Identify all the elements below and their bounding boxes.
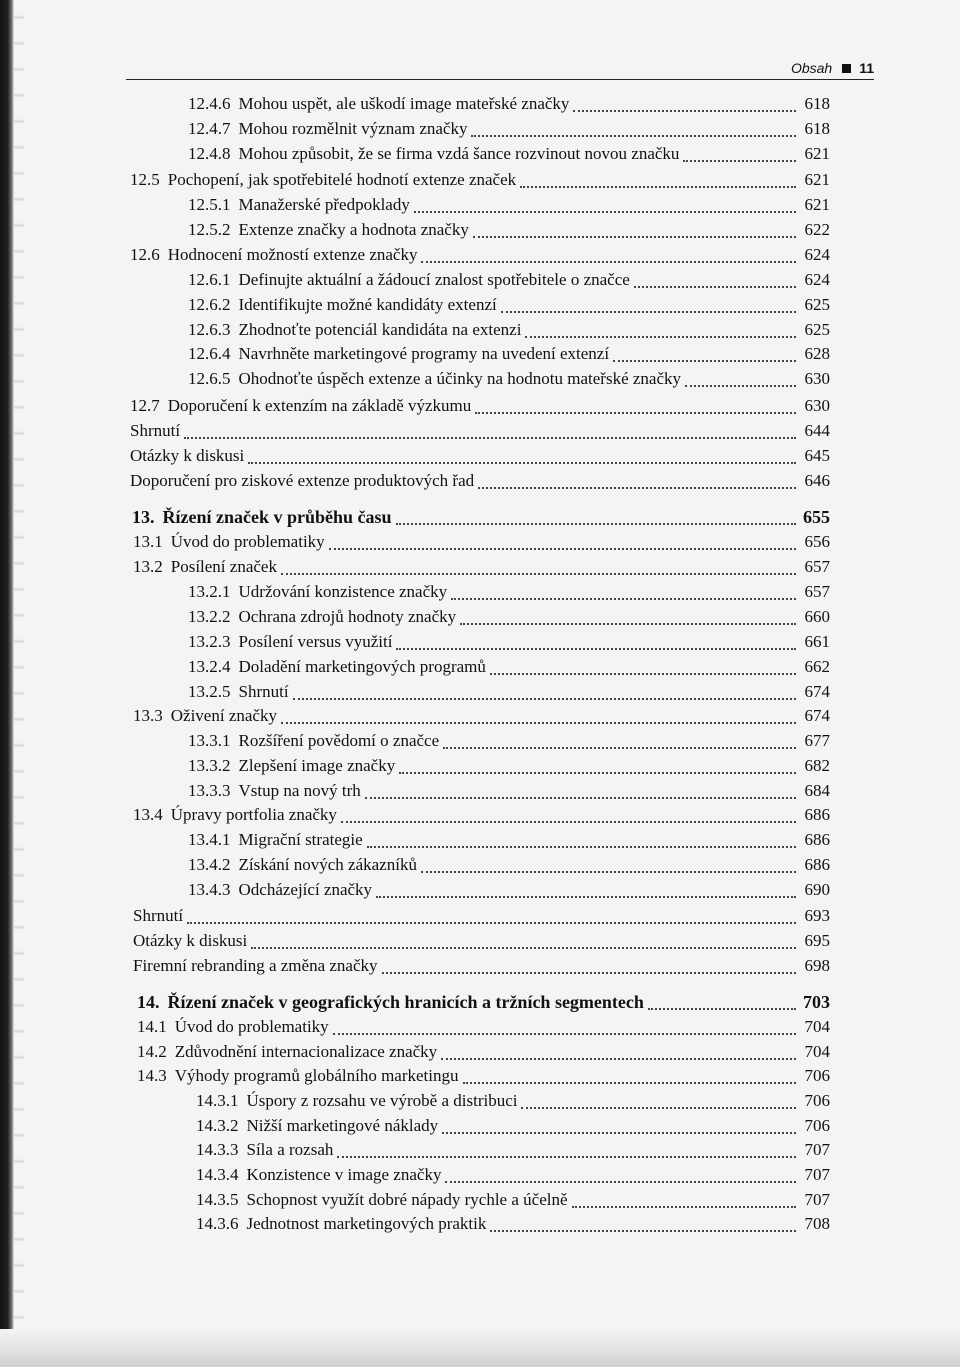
toc-entry-title: Úspory z rozsahu ve výrobě a distribuci bbox=[246, 1091, 518, 1110]
toc-entry-row bbox=[188, 218, 830, 242]
toc-entry-title: Shrnutí bbox=[238, 682, 289, 701]
toc-entry-number: 12.6.5 bbox=[188, 369, 231, 388]
toc-entry-page: 686 bbox=[804, 855, 830, 874]
dot-leader bbox=[421, 247, 796, 263]
toc-entry-page: 690 bbox=[804, 880, 830, 899]
toc-entry-row bbox=[188, 342, 830, 366]
dot-leader bbox=[648, 994, 796, 1010]
toc-entry-number: 13.3.1 bbox=[188, 731, 231, 750]
toc-entry-row bbox=[188, 193, 830, 217]
toc-entry-title: Zdůvodnění internacionalizace značky bbox=[174, 1042, 438, 1061]
toc-entry-row bbox=[130, 419, 830, 443]
toc-entry-page: 630 bbox=[804, 396, 830, 415]
toc-entry-page: 704 bbox=[804, 1042, 830, 1061]
toc-entry-title: Hodnocení možností extenze značky bbox=[167, 245, 418, 264]
dot-leader bbox=[184, 423, 796, 439]
toc-entry-title: Manažerské předpoklady bbox=[238, 195, 410, 214]
toc-entry-row bbox=[188, 853, 830, 877]
dot-leader bbox=[281, 559, 796, 575]
toc-entry-number: 12.6.2 bbox=[188, 295, 231, 314]
toc-entry-title: Řízení značek v geografických hranicích a tržních segmentech bbox=[167, 992, 644, 1012]
toc-entry-row bbox=[188, 268, 830, 292]
toc-entry-row bbox=[188, 828, 830, 852]
toc-entry-title: Posílení versus využití bbox=[238, 632, 393, 651]
dot-leader bbox=[329, 534, 796, 550]
dot-leader bbox=[367, 832, 796, 848]
toc-entry-title: Schopnost využít dobré nápady rychle a účelně bbox=[246, 1190, 568, 1209]
dot-leader bbox=[520, 172, 796, 188]
toc-entry-page: 624 bbox=[804, 245, 830, 264]
toc-entry-number: 12.4.6 bbox=[188, 94, 231, 113]
toc-entry-title: Síla a rozsah bbox=[246, 1140, 334, 1159]
toc-entry-row bbox=[130, 469, 830, 493]
dot-leader bbox=[365, 783, 796, 799]
toc-entry-row bbox=[188, 92, 830, 116]
toc-entry-row bbox=[137, 1015, 830, 1039]
toc-entry-row bbox=[188, 630, 830, 654]
toc-entry-title: Pochopení, jak spotřebitelé hodnotí extenze značek bbox=[167, 170, 517, 189]
toc-entry-number: 13.2.5 bbox=[188, 682, 231, 701]
dot-leader bbox=[341, 807, 796, 823]
toc-entry-title: Jednotnost marketingových praktik bbox=[246, 1214, 487, 1233]
toc-entry-page: 703 bbox=[803, 992, 830, 1012]
dot-leader bbox=[442, 1118, 796, 1134]
toc-entry-number: 14.3.4 bbox=[196, 1165, 239, 1184]
toc-entry-title: Ochrana zdrojů hodnoty značky bbox=[238, 607, 457, 626]
toc-entry-title: Firemní rebranding a změna značky bbox=[133, 956, 378, 975]
toc-entry-row bbox=[188, 117, 830, 141]
toc-entry-page: 693 bbox=[804, 906, 830, 925]
scan-edge-shadow bbox=[0, 0, 14, 1367]
toc-entry-number: 13.3.2 bbox=[188, 756, 231, 775]
dot-leader bbox=[421, 857, 796, 873]
toc-entry-row bbox=[188, 293, 830, 317]
toc-entry-page: 655 bbox=[803, 507, 830, 527]
dot-leader bbox=[634, 272, 796, 288]
toc-entry-page: 682 bbox=[804, 756, 830, 775]
header-rule bbox=[126, 79, 874, 80]
toc-entry-title: Řízení značek v průběhu času bbox=[162, 507, 392, 527]
toc-entry-number: 14.3 bbox=[137, 1066, 167, 1085]
dot-leader bbox=[685, 371, 796, 387]
dot-leader bbox=[293, 684, 796, 700]
dot-leader bbox=[490, 1216, 796, 1232]
dot-leader bbox=[443, 733, 796, 749]
toc-entry-row bbox=[188, 367, 830, 391]
toc-entry-row bbox=[188, 680, 830, 704]
dot-leader bbox=[414, 197, 796, 213]
dot-leader bbox=[441, 1044, 796, 1060]
toc-entry-page: 706 bbox=[804, 1116, 830, 1135]
toc-entry-title: Konzistence v image značky bbox=[246, 1165, 442, 1184]
toc-entry-row bbox=[130, 394, 830, 418]
page-number: 11 bbox=[859, 60, 874, 76]
toc-entry-page: 674 bbox=[804, 706, 830, 725]
toc-entry-page: 698 bbox=[804, 956, 830, 975]
toc-entry-row bbox=[137, 1040, 830, 1064]
toc-entry-number: 14.3.1 bbox=[196, 1091, 239, 1110]
dot-leader bbox=[251, 933, 796, 949]
toc-entry-row bbox=[188, 142, 830, 166]
toc-entry-page: 646 bbox=[804, 471, 830, 490]
toc-entry-title: Úpravy portfolia značky bbox=[170, 805, 337, 824]
toc-entry-page: 621 bbox=[804, 170, 830, 189]
dot-leader bbox=[399, 758, 796, 774]
toc-entry-number: 12.5.2 bbox=[188, 220, 231, 239]
toc-entry-page: 695 bbox=[804, 931, 830, 950]
toc-entry-row bbox=[133, 803, 830, 827]
toc-entry-title: Doladění marketingových programů bbox=[238, 657, 486, 676]
toc-entry-number: 12.6.1 bbox=[188, 270, 231, 289]
toc-entry-page: 657 bbox=[804, 582, 830, 601]
toc-entry-number: 14.3.2 bbox=[196, 1116, 239, 1135]
toc-entry-title: Zlepšení image značky bbox=[238, 756, 396, 775]
dot-leader bbox=[396, 509, 796, 525]
dot-leader bbox=[463, 1068, 796, 1084]
dot-leader bbox=[187, 908, 796, 924]
toc-entry-title: Doporučení k extenzím na základě výzkumu bbox=[167, 396, 472, 415]
toc-entry-page: 618 bbox=[804, 119, 830, 138]
toc-entry-title: Úvod do problematiky bbox=[170, 532, 325, 551]
dot-leader bbox=[501, 297, 796, 313]
toc-entry-row bbox=[130, 243, 830, 267]
toc-entry-title: Identifikujte možné kandidáty extenzí bbox=[238, 295, 497, 314]
toc-entry-page: 645 bbox=[804, 446, 830, 465]
dot-leader bbox=[478, 473, 796, 489]
toc-entry-number: 13.2.1 bbox=[188, 582, 231, 601]
toc-entry-number: 12.6 bbox=[130, 245, 160, 264]
toc-entry-page: 622 bbox=[804, 220, 830, 239]
toc-entry-title: Nižší marketingové náklady bbox=[246, 1116, 439, 1135]
toc-entry-row bbox=[196, 1188, 830, 1212]
toc-entry-title: Extenze značky a hodnota značky bbox=[238, 220, 469, 239]
toc-chapter-row bbox=[132, 505, 830, 529]
page-header bbox=[126, 60, 874, 80]
toc-entry-page: 625 bbox=[804, 320, 830, 339]
scan-edge-texture bbox=[14, 0, 24, 1367]
toc-entry-title: Oživení značky bbox=[170, 706, 277, 725]
square-bullet-icon bbox=[842, 64, 851, 73]
toc-entry-page: 644 bbox=[804, 421, 830, 440]
dot-leader bbox=[333, 1019, 796, 1035]
toc-entry-title: Mohou rozmělnit význam značky bbox=[238, 119, 468, 138]
toc-entry-title: Mohou uspět, ale uškodí image mateřské značky bbox=[238, 94, 570, 113]
toc-entry-title: Navrhněte marketingové programy na uvedení extenzí bbox=[238, 344, 610, 363]
toc-entry-row bbox=[188, 318, 830, 342]
toc-entry-row bbox=[188, 605, 830, 629]
toc-entry-page: 660 bbox=[804, 607, 830, 626]
toc-entry-number: 13.4.1 bbox=[188, 830, 231, 849]
toc-entry-number: 12.5 bbox=[130, 170, 160, 189]
toc-entry-title: Shrnutí bbox=[130, 421, 181, 440]
running-title: Obsah bbox=[790, 60, 833, 76]
toc-entry-title: Doporučení pro ziskové extenze produktových řad bbox=[130, 471, 475, 490]
toc-entry-row bbox=[133, 929, 830, 953]
dot-leader bbox=[337, 1142, 796, 1158]
toc-entry-page: 677 bbox=[804, 731, 830, 750]
toc-entry-title: Mohou způsobit, že se firma vzdá šance rozvinout novou značku bbox=[238, 144, 680, 163]
toc-entry-page: 618 bbox=[804, 94, 830, 113]
toc-entry-page: 704 bbox=[804, 1017, 830, 1036]
toc-entry-number: 13.4.3 bbox=[188, 880, 231, 899]
toc-entry-page: 661 bbox=[804, 632, 830, 651]
toc-entry-row bbox=[188, 878, 830, 902]
dot-leader bbox=[490, 659, 796, 675]
running-head bbox=[791, 60, 874, 76]
toc-entry-number: 12.4.7 bbox=[188, 119, 231, 138]
toc-entry-page: 628 bbox=[804, 344, 830, 363]
toc-entry-title: Zhodnoťte potenciál kandidáta na extenzi bbox=[238, 320, 522, 339]
dot-leader bbox=[471, 121, 796, 137]
dot-leader bbox=[396, 634, 796, 650]
dot-leader bbox=[521, 1093, 796, 1109]
toc-entry-number: 14.1 bbox=[137, 1017, 167, 1036]
toc-entry-row bbox=[196, 1138, 830, 1162]
dot-leader bbox=[376, 882, 796, 898]
toc-entry-title: Rozšíření povědomí o značce bbox=[238, 731, 440, 750]
toc-entry-page: 706 bbox=[804, 1066, 830, 1085]
dot-leader bbox=[525, 322, 796, 338]
toc-entry-page: 625 bbox=[804, 295, 830, 314]
dot-leader bbox=[475, 398, 796, 414]
dot-leader bbox=[460, 609, 796, 625]
toc-entry-number: 13.3 bbox=[133, 706, 163, 725]
toc-entry-title: Otázky k diskusi bbox=[133, 931, 248, 950]
toc-entry-row bbox=[130, 444, 830, 468]
toc-entry-title: Získání nových zákazníků bbox=[238, 855, 417, 874]
toc-entry-page: 707 bbox=[804, 1165, 830, 1184]
toc-entry-row bbox=[133, 530, 830, 554]
toc-entry-row bbox=[188, 580, 830, 604]
toc-entry-title: Migrační strategie bbox=[238, 830, 363, 849]
toc-entry-page: 624 bbox=[804, 270, 830, 289]
dot-leader bbox=[281, 708, 796, 724]
dot-leader bbox=[473, 222, 796, 238]
dot-leader bbox=[382, 958, 796, 974]
toc-entry-number: 14.3.6 bbox=[196, 1214, 239, 1233]
toc-entry-row bbox=[188, 779, 830, 803]
toc-entry-row bbox=[137, 1064, 830, 1088]
scan-bottom-edge bbox=[0, 1329, 960, 1367]
toc-entry-row bbox=[188, 754, 830, 778]
dot-leader bbox=[572, 1192, 796, 1208]
toc-entry-number: 14.2 bbox=[137, 1042, 167, 1061]
toc-entry-title: Definujte aktuální a žádoucí znalost spotřebitele o značce bbox=[238, 270, 630, 289]
toc-entry-number: 12.6.4 bbox=[188, 344, 231, 363]
dot-leader bbox=[683, 146, 796, 162]
toc-entry-row bbox=[196, 1114, 830, 1138]
toc-entry-page: 686 bbox=[804, 805, 830, 824]
toc-chapter-row bbox=[137, 990, 830, 1014]
toc-entry-page: 630 bbox=[804, 369, 830, 388]
toc-entry-number: 14. bbox=[137, 992, 160, 1012]
toc-entry-row bbox=[133, 555, 830, 579]
toc-entry-title: Ohodnoťte úspěch extenze a účinky na hodnotu mateřské značky bbox=[238, 369, 681, 388]
dot-leader bbox=[613, 346, 796, 362]
toc-entry-number: 13.2.3 bbox=[188, 632, 231, 651]
toc-entry-number: 13. bbox=[132, 507, 155, 527]
toc-entry-row bbox=[133, 954, 830, 978]
toc-entry-number: 14.3.5 bbox=[196, 1190, 239, 1209]
toc-entry-page: 674 bbox=[804, 682, 830, 701]
toc-entry-number: 13.1 bbox=[133, 532, 163, 551]
toc-entry-number: 12.7 bbox=[130, 396, 160, 415]
toc-entry-number: 12.4.8 bbox=[188, 144, 231, 163]
toc-entry-title: Úvod do problematiky bbox=[174, 1017, 329, 1036]
toc-entry-number: 13.4.2 bbox=[188, 855, 231, 874]
dot-leader bbox=[248, 448, 796, 464]
toc-entry-title: Udržování konzistence značky bbox=[238, 582, 448, 601]
toc-entry-title: Odcházející značky bbox=[238, 880, 373, 899]
toc-entry-page: 656 bbox=[804, 532, 830, 551]
dot-leader bbox=[451, 584, 796, 600]
toc-entry-number: 12.5.1 bbox=[188, 195, 231, 214]
toc-entry-page: 707 bbox=[804, 1140, 830, 1159]
toc-entry-page: 684 bbox=[804, 781, 830, 800]
toc-entry-number: 13.2 bbox=[133, 557, 163, 576]
toc-entry-row bbox=[130, 168, 830, 192]
toc-entry-row bbox=[196, 1089, 830, 1113]
toc-entry-title: Vstup na nový trh bbox=[238, 781, 361, 800]
toc-entry-number: 13.2.2 bbox=[188, 607, 231, 626]
toc-entry-row bbox=[188, 655, 830, 679]
toc-entry-title: Shrnutí bbox=[133, 906, 184, 925]
toc-entry-page: 621 bbox=[804, 144, 830, 163]
toc-entry-row bbox=[133, 904, 830, 928]
toc-entry-number: 13.2.4 bbox=[188, 657, 231, 676]
toc-entry-title: Otázky k diskusi bbox=[130, 446, 245, 465]
toc-entry-page: 706 bbox=[804, 1091, 830, 1110]
toc-entry-row bbox=[196, 1163, 830, 1187]
toc-entry-number: 13.3.3 bbox=[188, 781, 231, 800]
toc-entry-number: 13.4 bbox=[133, 805, 163, 824]
toc-entry-row bbox=[196, 1212, 830, 1236]
toc-entry-page: 707 bbox=[804, 1190, 830, 1209]
toc-entry-page: 708 bbox=[804, 1214, 830, 1233]
toc-entry-title: Výhody programů globálního marketingu bbox=[174, 1066, 459, 1085]
toc-entry-page: 662 bbox=[804, 657, 830, 676]
toc-entry-page: 657 bbox=[804, 557, 830, 576]
toc-entry-row bbox=[188, 729, 830, 753]
dot-leader bbox=[573, 96, 796, 112]
toc-entry-number: 12.6.3 bbox=[188, 320, 231, 339]
toc-entry-row bbox=[133, 704, 830, 728]
dot-leader bbox=[445, 1167, 796, 1183]
toc-entry-page: 686 bbox=[804, 830, 830, 849]
toc-entry-number: 14.3.3 bbox=[196, 1140, 239, 1159]
toc-entry-page: 621 bbox=[804, 195, 830, 214]
toc-entry-title: Posílení značek bbox=[170, 557, 277, 576]
